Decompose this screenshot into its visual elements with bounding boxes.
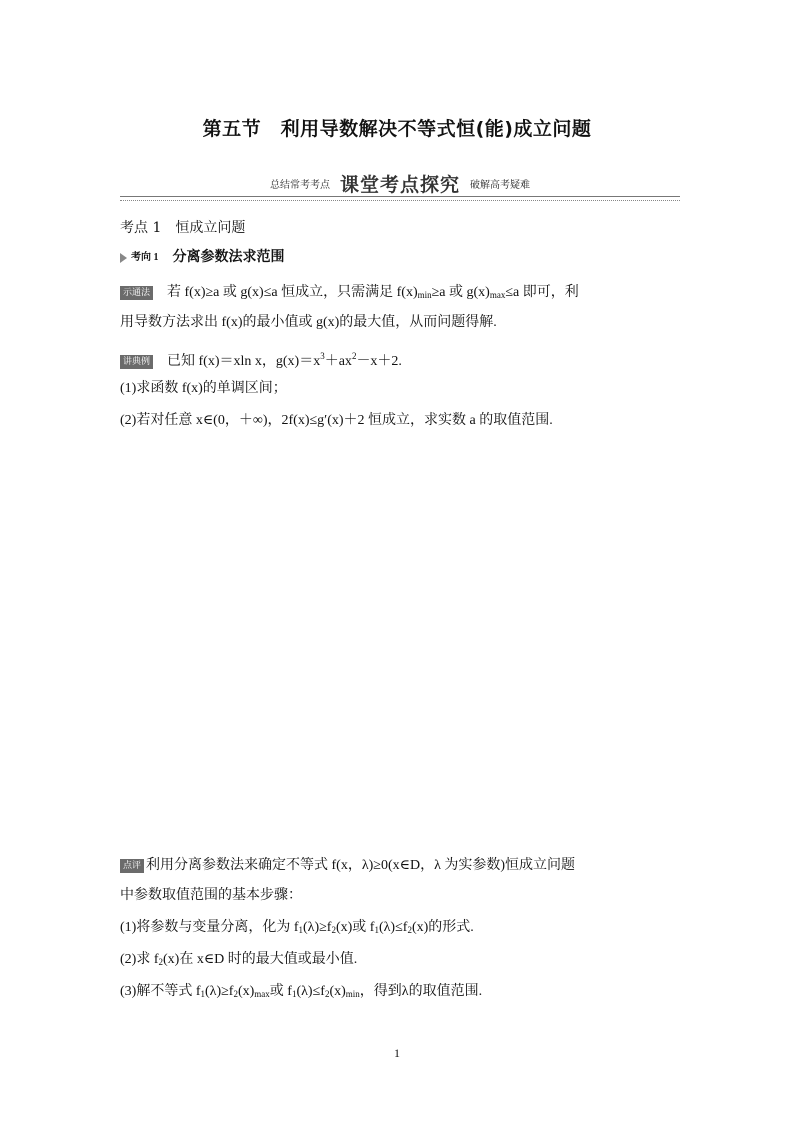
step1-a: (1)将参数与变量分离，化为 f	[120, 920, 299, 935]
step3-d: 或 f	[269, 984, 292, 999]
step3-e: (λ)≤f	[296, 984, 325, 999]
tongfa-line-1	[120, 283, 680, 305]
step1-sub2: 2	[331, 925, 336, 935]
superscript-2: 2	[351, 351, 357, 361]
tongfa-text-1: 若 f(x)≥a 或 g(x)≤a 恒成立，只需满足 f(x)	[167, 285, 418, 300]
section-banner	[120, 170, 680, 200]
example-text-1: 已知 f(x)＝xln x，g(x)＝x	[167, 354, 321, 369]
triangle-marker-icon	[120, 253, 127, 263]
banner-left-text: 总结常考考点	[269, 180, 330, 191]
step1-c: (x)或 f	[335, 920, 375, 935]
kaoxiang-heading	[120, 247, 680, 268]
banner-right-text: 破解高考疑难	[470, 180, 530, 191]
step3-a: (3)解不等式 f	[120, 984, 201, 999]
step3-sub4: 2	[324, 989, 330, 999]
example-text-3: －x＋2.	[356, 354, 402, 369]
step2-b: (x)在 x∈D 时的最大值或最小值.	[163, 952, 358, 967]
subscript-max: max	[489, 290, 506, 300]
step3-f: (x)	[329, 984, 346, 999]
example-badge: 讲典例	[120, 355, 153, 369]
comment-step-2	[120, 950, 680, 972]
kaoxiang-text: 分离参数法求范围	[172, 249, 285, 265]
tongfa-text-2: ≥a 或 g(x)	[431, 285, 490, 300]
section-title: 第五节 利用导数解决不等式恒(能)成立问题	[202, 118, 592, 140]
tongfa-line-2: 用导数方法求出 f(x)的最小值或 g(x)的最大值，从而问题得解.	[120, 315, 497, 330]
kaodian-heading: 考点 1 恒成立问题	[120, 220, 246, 236]
step1-sub1: 1	[298, 925, 303, 935]
superscript-3: 3	[320, 351, 325, 361]
tongfa-text-3: ≤a 即可，利	[505, 285, 579, 300]
step3-sub3: 1	[291, 989, 297, 999]
step1-sub4: 2	[407, 925, 412, 935]
example-question-2: (2)若对任意 x∈(0，＋∞)，2f(x)≤g′(x)＋2 恒成立，求实数 a 的取值范围.	[120, 413, 553, 428]
step1-sub3: 1	[374, 925, 379, 935]
tongfa-badge: 示通法	[120, 286, 153, 300]
example-statement	[120, 346, 680, 372]
step3-sub2: 2	[233, 989, 238, 999]
comment-badge: 点评	[120, 859, 144, 873]
step2-sub1: 2	[158, 957, 163, 967]
example-text-2: ＋ax	[324, 354, 352, 369]
comment-line-1	[120, 856, 680, 876]
page-number: 1	[394, 1046, 400, 1060]
comment-line-2: 中参数取值范围的基本步骤：	[120, 888, 302, 903]
banner-main-text: 课堂考点探究	[339, 174, 460, 196]
step3-b: (λ)≥f	[205, 984, 234, 999]
step3-c: (x)	[237, 984, 255, 999]
example-question-1: (1)求函数 f(x)的单调区间；	[120, 381, 287, 396]
step3-g: ，得到λ的取值范围.	[359, 984, 483, 999]
step3-sub-min: min	[345, 989, 360, 999]
step2-a: (2)求 f	[120, 952, 159, 967]
comment-step-3	[120, 982, 680, 1004]
step1-b: (λ)≥f	[303, 920, 332, 935]
kaoxiang-label: 考向 1	[131, 251, 159, 263]
subscript-min: min	[417, 290, 432, 300]
step3-sub-max: max	[254, 989, 270, 999]
step1-d: (λ)≤f	[378, 920, 408, 935]
banner-divider	[120, 196, 680, 201]
comment-text-1: 利用分离参数法来确定不等式 f(x，λ)≥0(x∈D，λ 为实参数)恒成立问题	[146, 858, 576, 873]
comment-step-1	[120, 918, 680, 940]
step1-e: (x)的形式.	[411, 920, 474, 935]
step3-sub1: 1	[200, 989, 205, 999]
